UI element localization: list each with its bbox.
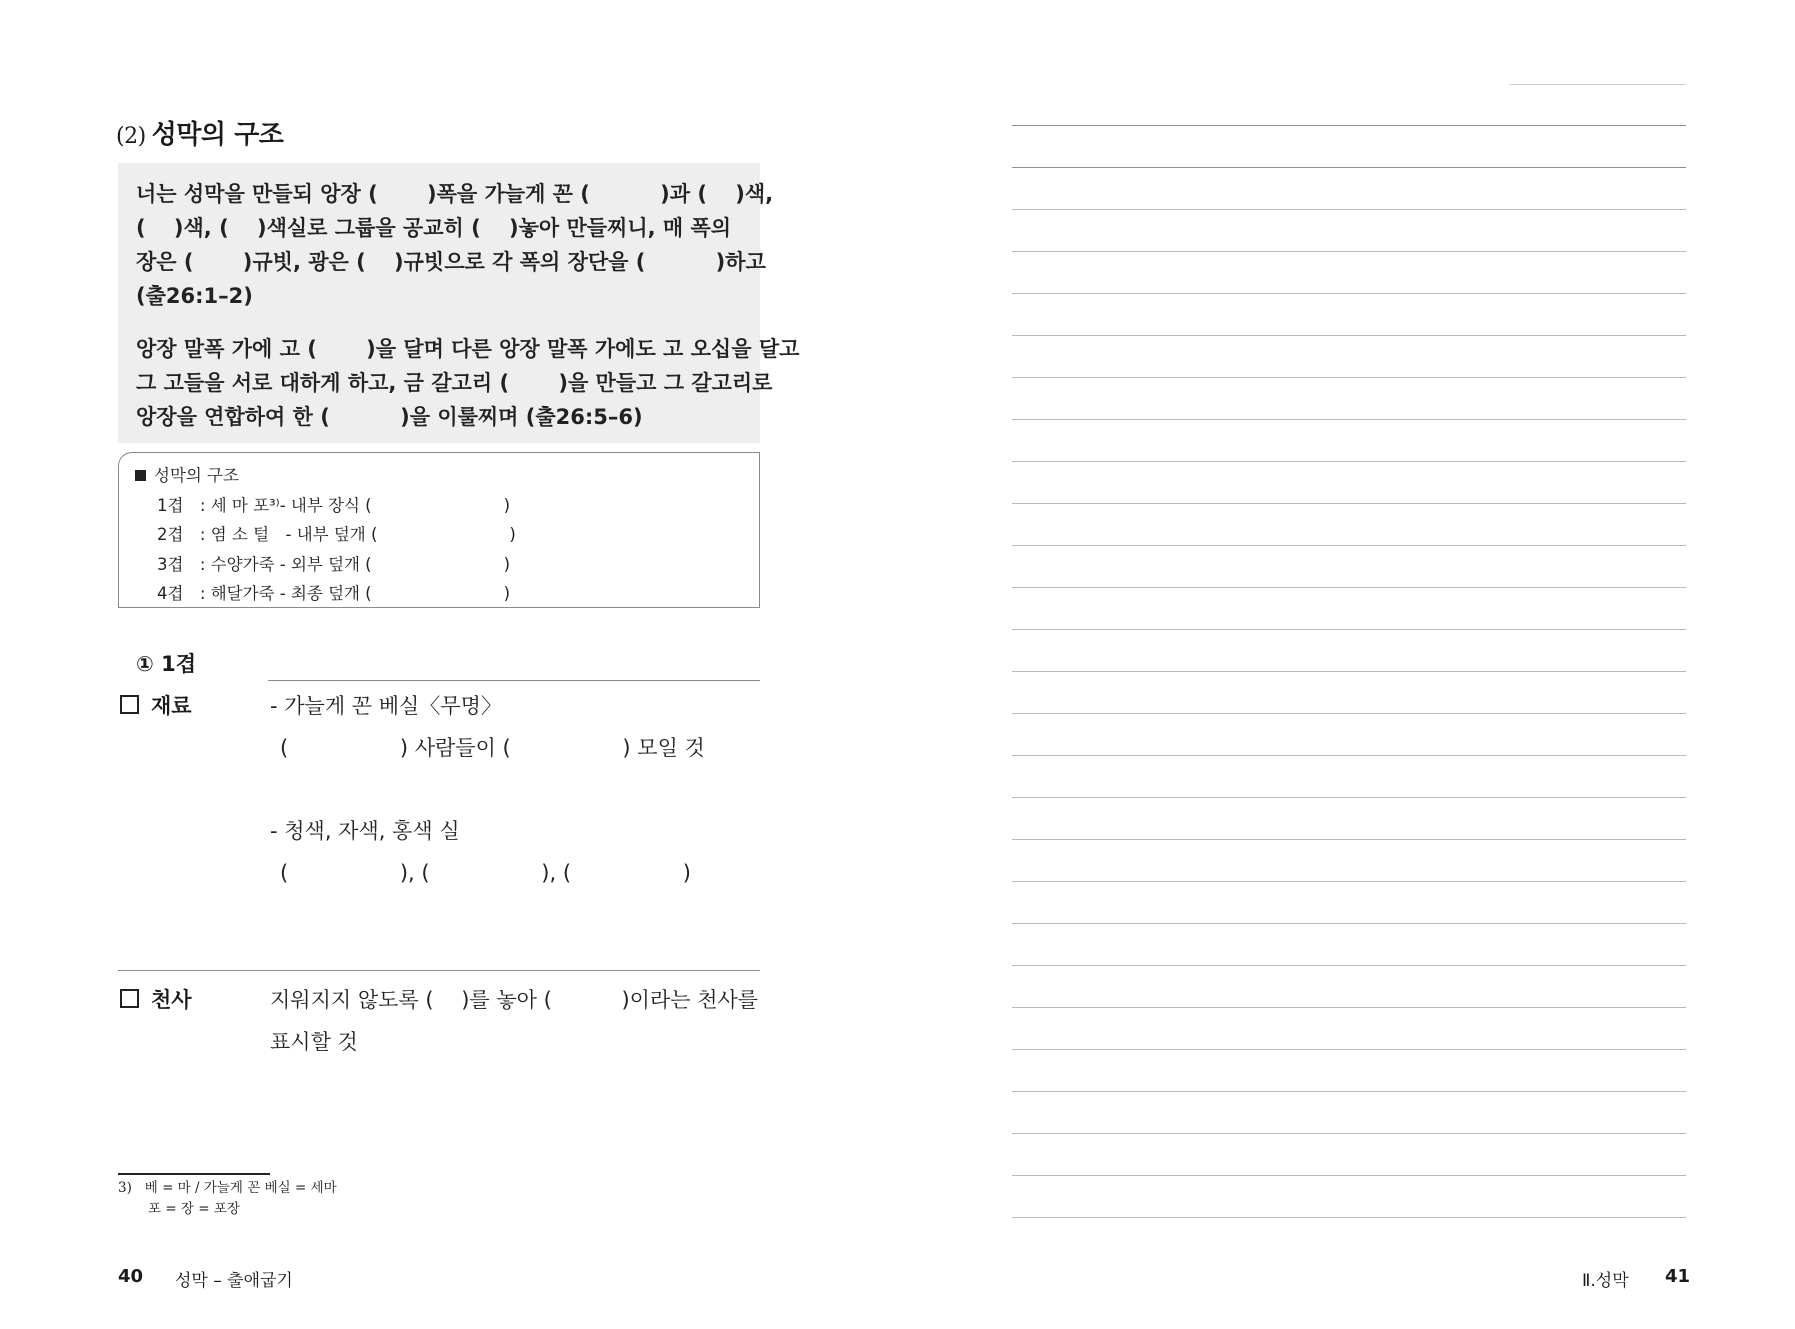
material-blank-line: ( ) 사람들이 ( ) 모일 것 — [280, 736, 705, 760]
divider-line — [118, 970, 760, 971]
section-title — [116, 114, 283, 151]
running-title-left: 성막 – 출애굽기 — [175, 1271, 293, 1291]
footnote-rule — [118, 1173, 270, 1175]
footnote — [118, 1178, 337, 1220]
footnote-text: 베 = 마 / 가늘게 꼰 베실 = 세마 — [144, 1180, 337, 1196]
note-line — [1012, 545, 1686, 546]
scripture-line: 그 고들을 서로 대하게 하고, 금 갈고리 ( )을 만들고 그 갈고리로 — [136, 371, 773, 395]
note-line — [1012, 587, 1686, 588]
note-line — [1012, 419, 1686, 420]
note-line — [1012, 923, 1686, 924]
note-line — [1012, 377, 1686, 378]
material-label: 재료 — [120, 690, 192, 720]
note-line — [1012, 965, 1686, 966]
footnote-number: 3) — [118, 1180, 132, 1196]
outline-item: 3겹 : 수양가죽 - 외부 덮개 ( ) — [157, 554, 511, 574]
scripture-line: 앙장 말폭 가에 고 ( )을 달며 다른 앙장 말폭 가에도 고 오십을 달고 — [136, 337, 800, 361]
square-bullet-icon — [135, 470, 146, 481]
note-line — [1012, 1133, 1686, 1134]
note-line — [1012, 881, 1686, 882]
section-number: (2) — [116, 124, 146, 149]
outline-item: 4겹 : 해달가죽 - 최종 덮개 ( ) — [157, 584, 511, 603]
note-line — [1012, 335, 1686, 336]
scripture-line: 너는 성막을 만들되 앙장 ( )폭을 가늘게 꼰 ( )과 ( )색, — [136, 182, 774, 206]
note-line — [1012, 503, 1686, 504]
footnote-text: 포 = 장 = 포장 — [148, 1201, 240, 1217]
scripture-line: ( )색, ( )색실로 그룹을 공교히 ( )놓아 만들찌니, 매 폭의 — [136, 216, 732, 240]
header-rule — [1510, 84, 1686, 85]
section-title-text: 성막의 구조 — [151, 120, 284, 150]
angel-line: 지워지지 않도록 ( )를 놓아 ( )이라는 천사를 — [270, 988, 759, 1012]
note-line — [1012, 167, 1686, 168]
outline-item: 2겹 : 염 소 털 - 내부 덮개 ( ) — [157, 525, 516, 544]
note-line — [1012, 797, 1686, 798]
page-number-left: 40 — [118, 1266, 144, 1287]
scripture-line: 앙장을 연합하여 한 ( )을 이룰찌며 (출26:5–6) — [136, 405, 643, 429]
note-line — [1012, 629, 1686, 630]
note-line — [1012, 125, 1686, 126]
note-line — [1012, 671, 1686, 672]
divider-line — [268, 680, 760, 681]
note-line — [1012, 1091, 1686, 1092]
material-blank-line: ( ), ( ), ( ) — [280, 861, 691, 885]
outline-item: 1겹 : 세 마 포³⁾- 내부 장식 ( ) — [157, 495, 511, 515]
running-title-right: Ⅱ.성막 — [1582, 1271, 1629, 1291]
angel-line: 표시할 것 — [270, 1030, 358, 1054]
note-line — [1012, 839, 1686, 840]
structure-outline-box — [118, 452, 760, 608]
note-line — [1012, 251, 1686, 252]
outline-title: 성막의 구조 — [135, 461, 743, 491]
note-line — [1012, 1217, 1686, 1218]
angel-label: 천사 — [120, 984, 192, 1014]
scripture-reference: (출26:1–2) — [136, 284, 253, 308]
note-line — [1012, 1175, 1686, 1176]
material-line: - 가늘게 꼰 베실〈무명〉 — [270, 694, 502, 718]
checkbox-icon — [120, 989, 139, 1008]
note-line — [1012, 1007, 1686, 1008]
note-line — [1012, 1049, 1686, 1050]
page-number-right: 41 — [1665, 1266, 1691, 1287]
scripture-line: 장은 ( )규빗, 광은 ( )규빗으로 각 폭의 장단을 ( )하고 — [136, 250, 766, 274]
note-line — [1012, 209, 1686, 210]
note-line — [1012, 293, 1686, 294]
checkbox-icon — [120, 695, 139, 714]
scripture-box — [118, 163, 800, 443]
layer1-heading: ① 1겹 — [136, 652, 196, 676]
material-line: - 청색, 자색, 홍색 실 — [270, 819, 460, 843]
note-line — [1012, 755, 1686, 756]
note-line — [1012, 461, 1686, 462]
note-line — [1012, 713, 1686, 714]
